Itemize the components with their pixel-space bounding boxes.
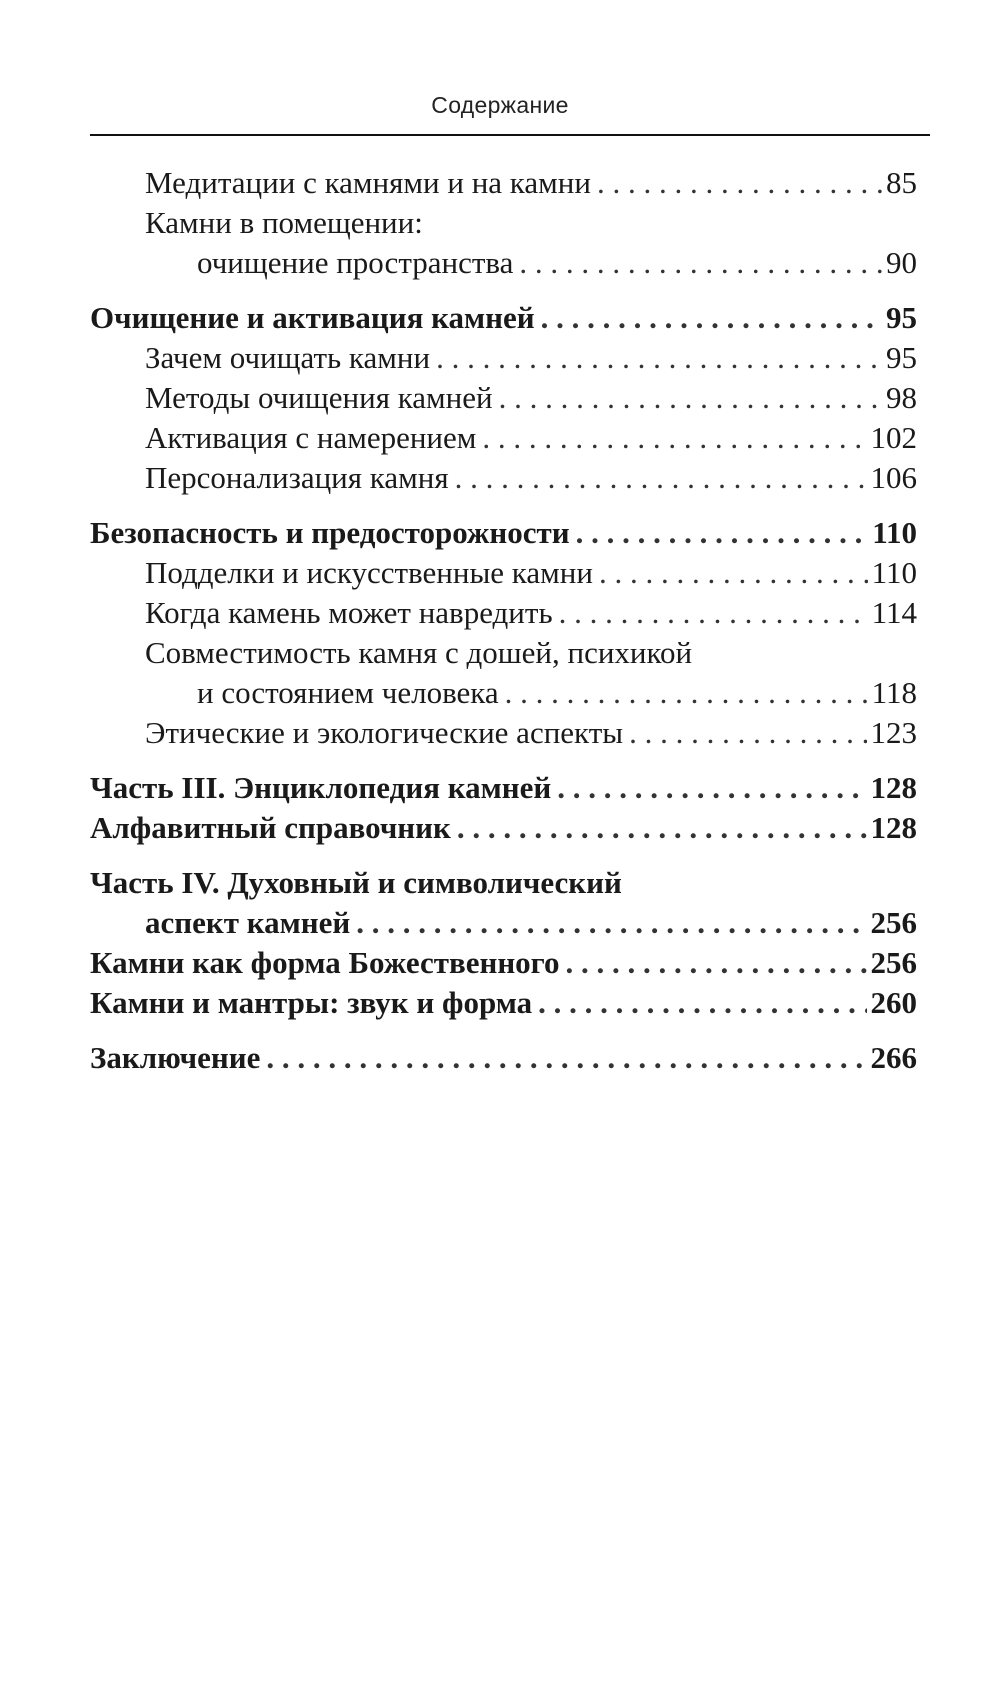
toc-entry: [145, 457, 917, 499]
toc-section-title: аспект камней: [145, 905, 351, 940]
toc-entry-title: Зачем очищать камни: [145, 340, 431, 375]
toc-section: [90, 512, 917, 554]
dot-leader: [597, 162, 882, 204]
toc-entry: [145, 592, 917, 634]
toc-entry: [145, 632, 692, 674]
toc-entry-title: Медитации с камнями и на камни: [145, 165, 591, 200]
toc-entry: [145, 552, 917, 594]
toc-section-title: Алфавитный справочник: [90, 810, 451, 845]
toc-section-page: 95: [886, 300, 917, 335]
toc-section-title: Камни как форма Божественного: [90, 945, 560, 980]
dot-leader: [538, 982, 866, 1024]
toc-section-title: Камни и мантры: звук и форма: [90, 985, 533, 1020]
toc-entry-page: 123: [870, 715, 917, 750]
toc-section: [90, 982, 917, 1024]
toc-entry-title: Активация с намерением: [145, 420, 477, 455]
toc-entry-page: 102: [870, 420, 917, 455]
dot-leader: [436, 337, 882, 379]
toc-section: [90, 1037, 917, 1079]
dot-leader: [576, 512, 869, 554]
toc-section: [90, 297, 917, 339]
dot-leader: [266, 1037, 866, 1079]
dot-leader: [599, 552, 868, 594]
toc-entry: [197, 242, 917, 284]
dot-leader: [541, 297, 882, 339]
dot-leader: [457, 807, 867, 849]
toc-entry: [145, 202, 423, 244]
toc-section: [90, 942, 917, 984]
toc-section-title: Часть IV. Духовный и символический: [90, 865, 622, 900]
toc-section-page: 266: [870, 1040, 917, 1075]
toc-entry-title: очищение пространства: [197, 245, 514, 280]
toc-entry-title: Совместимость камня с дошей, психикой: [145, 635, 693, 670]
toc-entry-page: 110: [871, 555, 917, 590]
running-title: Содержание: [431, 92, 569, 118]
toc-section-title: Безопасность и предосторожности: [90, 515, 570, 550]
toc-entry-title: Подделки и искусственные камни: [145, 555, 593, 590]
toc-entry-title: Этические и экологические аспекты: [145, 715, 624, 750]
toc-section-page: 128: [870, 810, 917, 845]
toc-entry-title: Персонализация камня: [145, 460, 449, 495]
toc-section-page: 256: [870, 945, 917, 980]
dot-leader: [559, 592, 868, 634]
dot-leader: [505, 672, 868, 714]
toc-section-page: 110: [872, 515, 917, 550]
toc-entry: [145, 162, 917, 204]
toc-section-title: Заключение: [90, 1040, 261, 1075]
toc-entry-page: 90: [886, 245, 917, 280]
toc-entry-page: 95: [886, 340, 917, 375]
toc-entry-title: и состоянием человека: [197, 675, 499, 710]
dot-leader: [519, 242, 882, 284]
toc-entry: [145, 417, 917, 459]
dot-leader: [629, 712, 866, 754]
toc-entry: [197, 672, 917, 714]
dot-leader: [499, 377, 882, 419]
dot-leader: [482, 417, 866, 459]
header-rule: [90, 134, 930, 136]
toc-entry-page: 85: [886, 165, 917, 200]
toc-entry: [145, 337, 917, 379]
toc-section: [90, 807, 917, 849]
toc-entry: [145, 712, 917, 754]
dot-leader: [455, 457, 867, 499]
toc-section-title: Часть III. Энциклопедия камней: [90, 770, 552, 805]
toc-section-page: 128: [870, 770, 917, 805]
toc-entry-title: Когда камень может навредить: [145, 595, 553, 630]
toc-entry: [145, 377, 917, 419]
dot-leader: [565, 942, 866, 984]
toc-section-page: 256: [870, 905, 917, 940]
toc-section-page: 260: [870, 985, 917, 1020]
toc-section-title: Очищение и активация камней: [90, 300, 535, 335]
toc-entry-page: 114: [871, 595, 917, 630]
toc-section: [90, 767, 917, 809]
toc-entry-title: Методы очищения камней: [145, 380, 493, 415]
toc-entry-page: 98: [886, 380, 917, 415]
dot-leader: [557, 767, 866, 809]
toc-section: [145, 902, 917, 944]
toc-section: [90, 862, 622, 904]
toc-entry-page: 118: [871, 675, 917, 710]
toc-entry-page: 106: [870, 460, 917, 495]
toc-entry-title: Камни в помещении:: [145, 205, 423, 240]
dot-leader: [356, 902, 866, 944]
